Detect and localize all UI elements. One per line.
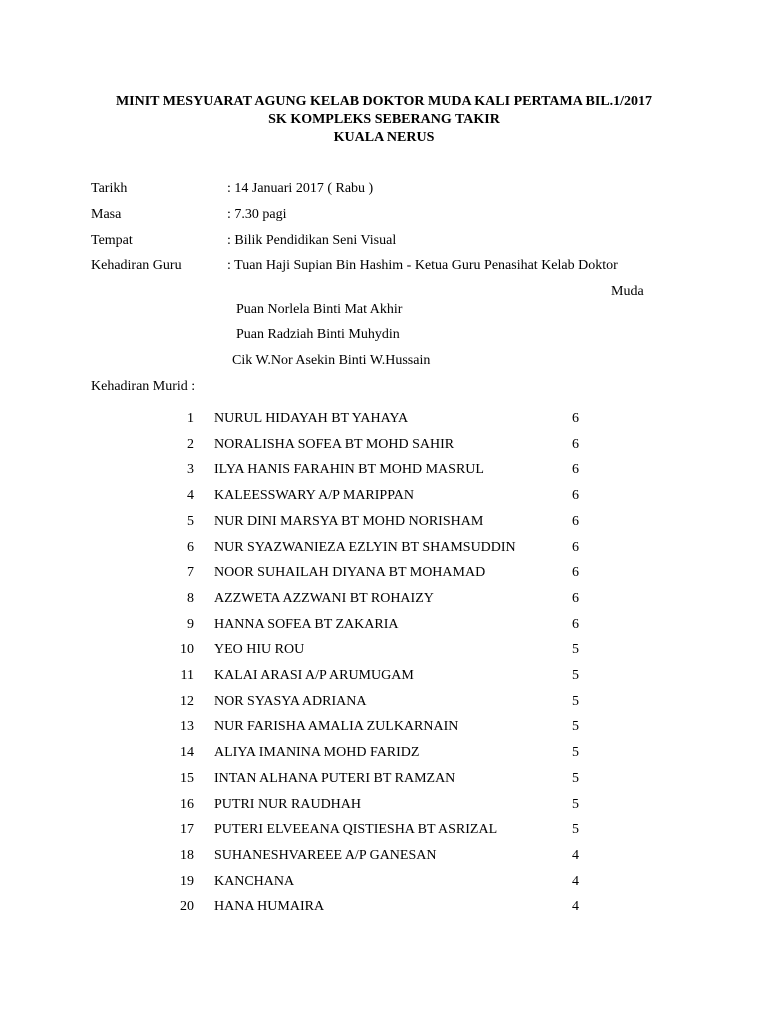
student-name: KANCHANA [214,873,295,889]
student-name: HANA HUMAIRA [214,899,325,915]
kehadiran-guru-value-continued: Muda [611,284,644,299]
student-name: ILYA HANIS FARAHIN BT MOHD MASRUL [214,462,484,478]
student-year: 4 [572,873,579,889]
title-line-1: MINIT MESYUARAT AGUNG KELAB DOKTOR MUDA KALI PERTAMA BIL.1/2017 [115,94,653,109]
kehadiran-guru-value: : Tuan Haji Supian Bin Hashim - Ketua Guru Penasihat Kelab Doktor [227,258,618,273]
student-row [0,821,768,839]
student-row [0,847,768,865]
student-number: 17 [180,822,194,838]
student-row [0,513,768,531]
student-number: 12 [180,693,194,709]
student-row [0,796,768,814]
student-name: ALIYA IMANINA MOHD FARIDZ [214,745,420,761]
student-name: NORALISHA SOFEA BT MOHD SAHIR [214,436,455,452]
student-year: 5 [572,668,579,683]
student-number: 16 [180,796,194,812]
student-year: 6 [572,436,579,452]
title-line-3: KUALA NERUS [333,130,435,145]
student-number: 14 [180,745,194,761]
student-number: 4 [187,488,194,504]
student-number: 1 [187,411,194,426]
masa-label: Masa [91,207,122,222]
student-year: 4 [572,847,579,863]
title-line-2: SK KOMPLEKS SEBERANG TAKIR [268,112,500,127]
student-name: PUTERI ELVEEANA QISTIESHA BT ASRIZAL [214,822,498,838]
student-row [0,436,768,454]
student-year: 6 [572,590,579,606]
tarikh-value: : 14 Januari 2017 ( Rabu ) [227,181,374,196]
tempat-label: Tempat [91,233,133,248]
student-name: NUR FARISHA AMALIA ZULKARNAIN [214,719,459,735]
student-number: 11 [180,668,194,683]
student-name: NUR DINI MARSYA BT MOHD NORISHAM [214,513,484,529]
masa-value: : 7.30 pagi [227,207,287,222]
student-name: NOR SYASYA ADRIANA [214,693,367,709]
student-year: 5 [572,693,579,709]
student-row [0,590,768,608]
student-row [0,616,768,634]
student-row [0,667,768,685]
student-row [0,718,768,736]
kehadiran-murid-label: Kehadiran Murid : [91,379,196,394]
student-number: 6 [187,539,194,555]
tarikh-label: Tarikh [91,181,128,196]
student-year: 6 [572,462,579,478]
student-name: HANNA SOFEA BT ZAKARIA [214,616,399,632]
student-year: 5 [572,642,579,658]
student-year: 5 [572,719,579,735]
student-name: NUR SYAZWANIEZA EZLYIN BT SHAMSUDDIN [214,539,516,555]
student-number: 2 [187,436,194,452]
teacher-name: Puan Norlela Binti Mat Akhir [236,302,403,317]
teacher-name: Cik W.Nor Asekin Binti W.Hussain [232,353,431,368]
student-name: KALEESSWARY A/P MARIPPAN [214,488,414,504]
student-row [0,564,768,582]
student-year: 6 [572,565,579,581]
student-number: 18 [180,847,194,863]
student-number: 5 [187,513,194,529]
student-number: 3 [187,462,194,478]
student-year: 6 [572,513,579,529]
student-year: 6 [572,539,579,555]
student-year: 5 [572,822,579,838]
student-name: NOOR SUHAILAH DIYANA BT MOHAMAD [214,565,486,581]
student-row [0,461,768,479]
student-year: 5 [572,745,579,761]
kehadiran-guru-label: Kehadiran Guru [91,258,182,273]
student-row [0,770,768,788]
student-number: 15 [180,770,194,786]
student-row [0,641,768,659]
student-name: YEO HIU ROU [214,642,305,658]
student-name: KALAI ARASI A/P ARUMUGAM [214,668,414,683]
student-row [0,539,768,557]
student-number: 7 [187,565,194,581]
student-year: 6 [572,411,579,426]
student-number: 13 [180,719,194,735]
student-row [0,693,768,711]
student-row [0,410,768,428]
student-number: 19 [180,873,194,889]
student-name: PUTRI NUR RAUDHAH [214,796,362,812]
student-name: NURUL HIDAYAH BT YAHAYA [214,411,409,426]
student-row [0,873,768,891]
student-name: INTAN ALHANA PUTERI BT RAMZAN [214,770,456,786]
student-number: 8 [187,590,194,606]
student-number: 20 [180,899,194,915]
student-year: 4 [572,899,579,915]
student-year: 5 [572,796,579,812]
student-row [0,898,768,916]
student-number: 10 [180,642,194,658]
student-name: SUHANESHVAREEE A/P GANESAN [214,847,437,863]
student-row [0,487,768,505]
student-year: 6 [572,488,579,504]
student-year: 5 [572,770,579,786]
teacher-name: Puan Radziah Binti Muhydin [236,327,400,342]
student-number: 9 [187,616,194,632]
tempat-value: : Bilik Pendidikan Seni Visual [227,233,397,248]
student-year: 6 [572,616,579,632]
student-name: AZZWETA AZZWANI BT ROHAIZY [214,590,434,606]
student-row [0,744,768,762]
